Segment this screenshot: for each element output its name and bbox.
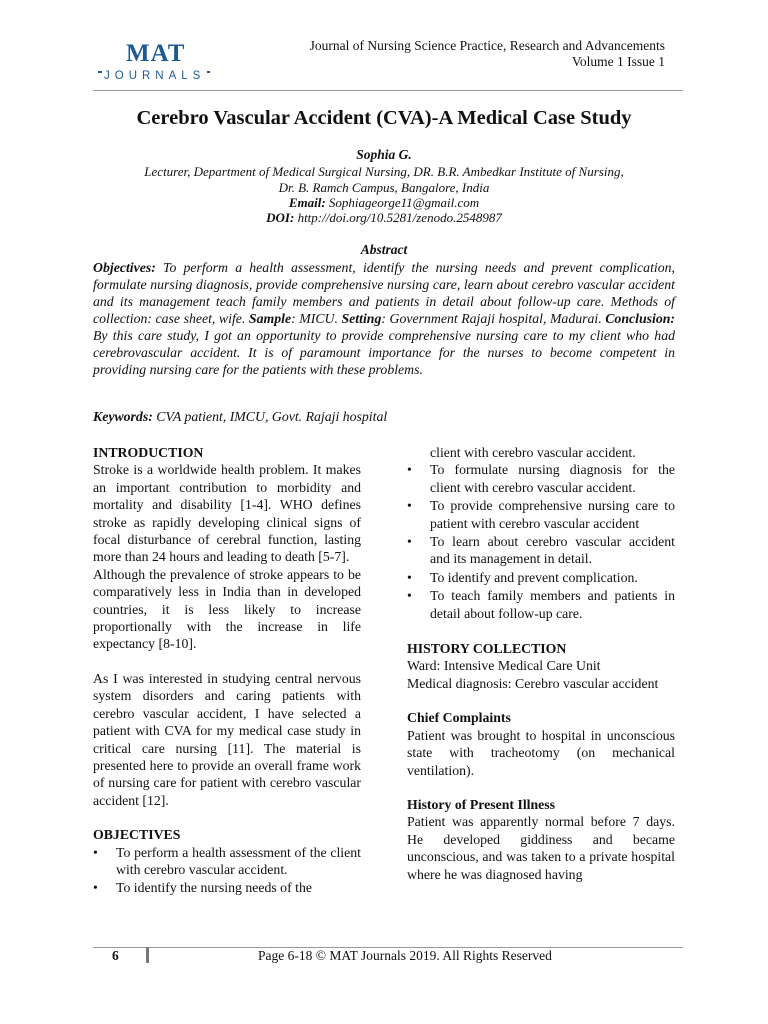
journal-volume: Volume 1 Issue 1 xyxy=(571,54,665,69)
intro-paragraph-1: Stroke is a worldwide health problem. It makes an important contribution to morbidity and mortality and disability [1-4]. WHO defines stroke as rapidly developing clinical signs of focal disturbance of cerebral function, lasting more than 24 hours and leading to death [5-7]. xyxy=(93,462,361,565)
present-illness-heading: History of Present Illness xyxy=(407,796,556,812)
bullet-icon: • xyxy=(407,569,412,585)
footer-copyright: Page 6-18 © MAT Journals 2019. All Rights Reserved xyxy=(258,948,552,963)
abstract-objectives-label: Objectives: xyxy=(93,260,156,275)
doi-line xyxy=(0,210,768,226)
author-name: Sophia G. xyxy=(356,147,412,162)
affiliation-line-1: Lecturer, Department of Medical Surgical Nursing, DR. B.R. Ambedkar Institute of Nursing, xyxy=(144,164,624,179)
journal-name: Journal of Nursing Science Practice, Research and Advancements xyxy=(309,38,665,53)
paper-title: Cerebro Vascular Accident (CVA)-A Medical Case Study xyxy=(136,107,632,129)
bullet-icon: • xyxy=(407,534,412,550)
abstract-setting-text: : Government Rajaji hospital, Madurai. xyxy=(381,311,602,326)
affiliation-line-2: Dr. B. Ramch Campus, Bangalore, India xyxy=(278,180,490,195)
doi-link[interactable]: http://doi.org/10.5281/zenodo.2548987 xyxy=(297,210,502,225)
keywords-line xyxy=(93,409,387,425)
mat-journals-logo xyxy=(98,40,210,86)
keywords-text: CVA patient, IMCU, Govt. Rajaji hospital xyxy=(156,409,388,424)
bullet-icon: • xyxy=(93,880,98,896)
list-item: • To formulate nursing diagnosis for the client with cerebro vascular accident. xyxy=(407,462,675,495)
intro-paragraph-3: As I was interested in studying central nervous system disorders and caring patients with cerebro vascular accident, I have selected a patient with CVA for my medical case study in critical care nursing [11]. The material is presented here to provide an overall frame work of nursing care for patient with cerebro vascular accident [12]. xyxy=(93,670,361,808)
logo-mat-text: MAT xyxy=(126,40,186,67)
bullet-icon: • xyxy=(407,498,412,514)
list-item: • To identify and prevent complication. xyxy=(407,569,638,585)
abstract-body xyxy=(93,259,675,378)
bullet-icon: • xyxy=(93,844,98,860)
abstract-setting-label: Setting xyxy=(341,311,382,326)
objectives-list-left xyxy=(93,844,361,897)
present-illness-text: Patient was apparently normal before 7 days. He developed giddiness and became unconscious, and was taken to a private hospital where he was diagnosed having xyxy=(407,814,675,882)
chief-complaints-heading: Chief Complaints xyxy=(407,710,511,726)
introduction-heading: INTRODUCTION xyxy=(93,445,204,460)
list-item: • To learn about cerebro vascular accident and its management in detail. xyxy=(407,534,675,567)
history-collection-heading: HISTORY COLLECTION xyxy=(407,641,567,657)
list-item: • To provide comprehensive nursing care to patient with cerebro vascular accident xyxy=(407,498,675,531)
intro-paragraph-2: Although the prevalence of stroke appears to be comparatively less in India than in developed countries, it is less likely to increase proportionally with the increase in life expectancy [8-10]. xyxy=(93,566,361,652)
abstract-objectives-text: To perform a health assessment, identify the nursing needs and prevent complication, formulate nursing diagnosis, provide comprehensive nursing care, learn about cerebro vascular accident and its management teach family members and patients in detail about follow-up care. Methods of collection: case sheet, wife. xyxy=(93,260,675,326)
abstract-heading: Abstract xyxy=(360,242,408,257)
abstract-sample-label: Sample xyxy=(248,311,292,326)
right-column xyxy=(407,444,675,883)
abstract-conclusion-label: Conclusion: xyxy=(605,311,676,326)
list-item: • To teach family members and patients in detail about follow-up care. xyxy=(407,588,675,621)
medical-diagnosis-text: Medical diagnosis: Cerebro vascular accident xyxy=(407,675,659,691)
keywords-label: Keywords: xyxy=(93,409,153,424)
email-address[interactable]: Sophiageorge11@gmail.com xyxy=(328,195,480,210)
left-column xyxy=(93,444,361,898)
bullet-icon: • xyxy=(407,462,412,478)
doi-label: DOI: xyxy=(266,210,295,225)
logo-journals-text: JOURNALS xyxy=(104,70,206,82)
objectives-list-right xyxy=(407,461,675,622)
footer-divider xyxy=(146,947,149,963)
page-number: 6 xyxy=(112,948,119,963)
bullet-icon: • xyxy=(407,588,412,604)
list-item: • To identify the nursing needs of the xyxy=(93,880,312,896)
list-item: • To perform a health assessment of the client with cerebro vascular accident. xyxy=(93,844,361,877)
abstract-sample-text: : MICU. xyxy=(291,311,338,326)
abstract-conclusion-text: By this care study, I got an opportunity to provide comprehensive nursing care to my client who had cerebrovascular accident. It is of paramount importance for the nurses to become competent in providing nursing care for the patients with these problems. xyxy=(93,328,675,377)
email-label: Email: xyxy=(288,195,326,210)
objectives-heading: OBJECTIVES xyxy=(93,827,181,843)
chief-complaints-text: Patient was brought to hospital in unconscious state with tracheotomy (on mechanical ventilation). xyxy=(407,727,675,778)
ward-text: Ward: Intensive Medical Care Unit xyxy=(407,658,601,674)
email-line xyxy=(0,195,768,211)
header-rule xyxy=(93,90,683,91)
objective-continued: client with cerebro vascular accident. xyxy=(430,445,636,460)
